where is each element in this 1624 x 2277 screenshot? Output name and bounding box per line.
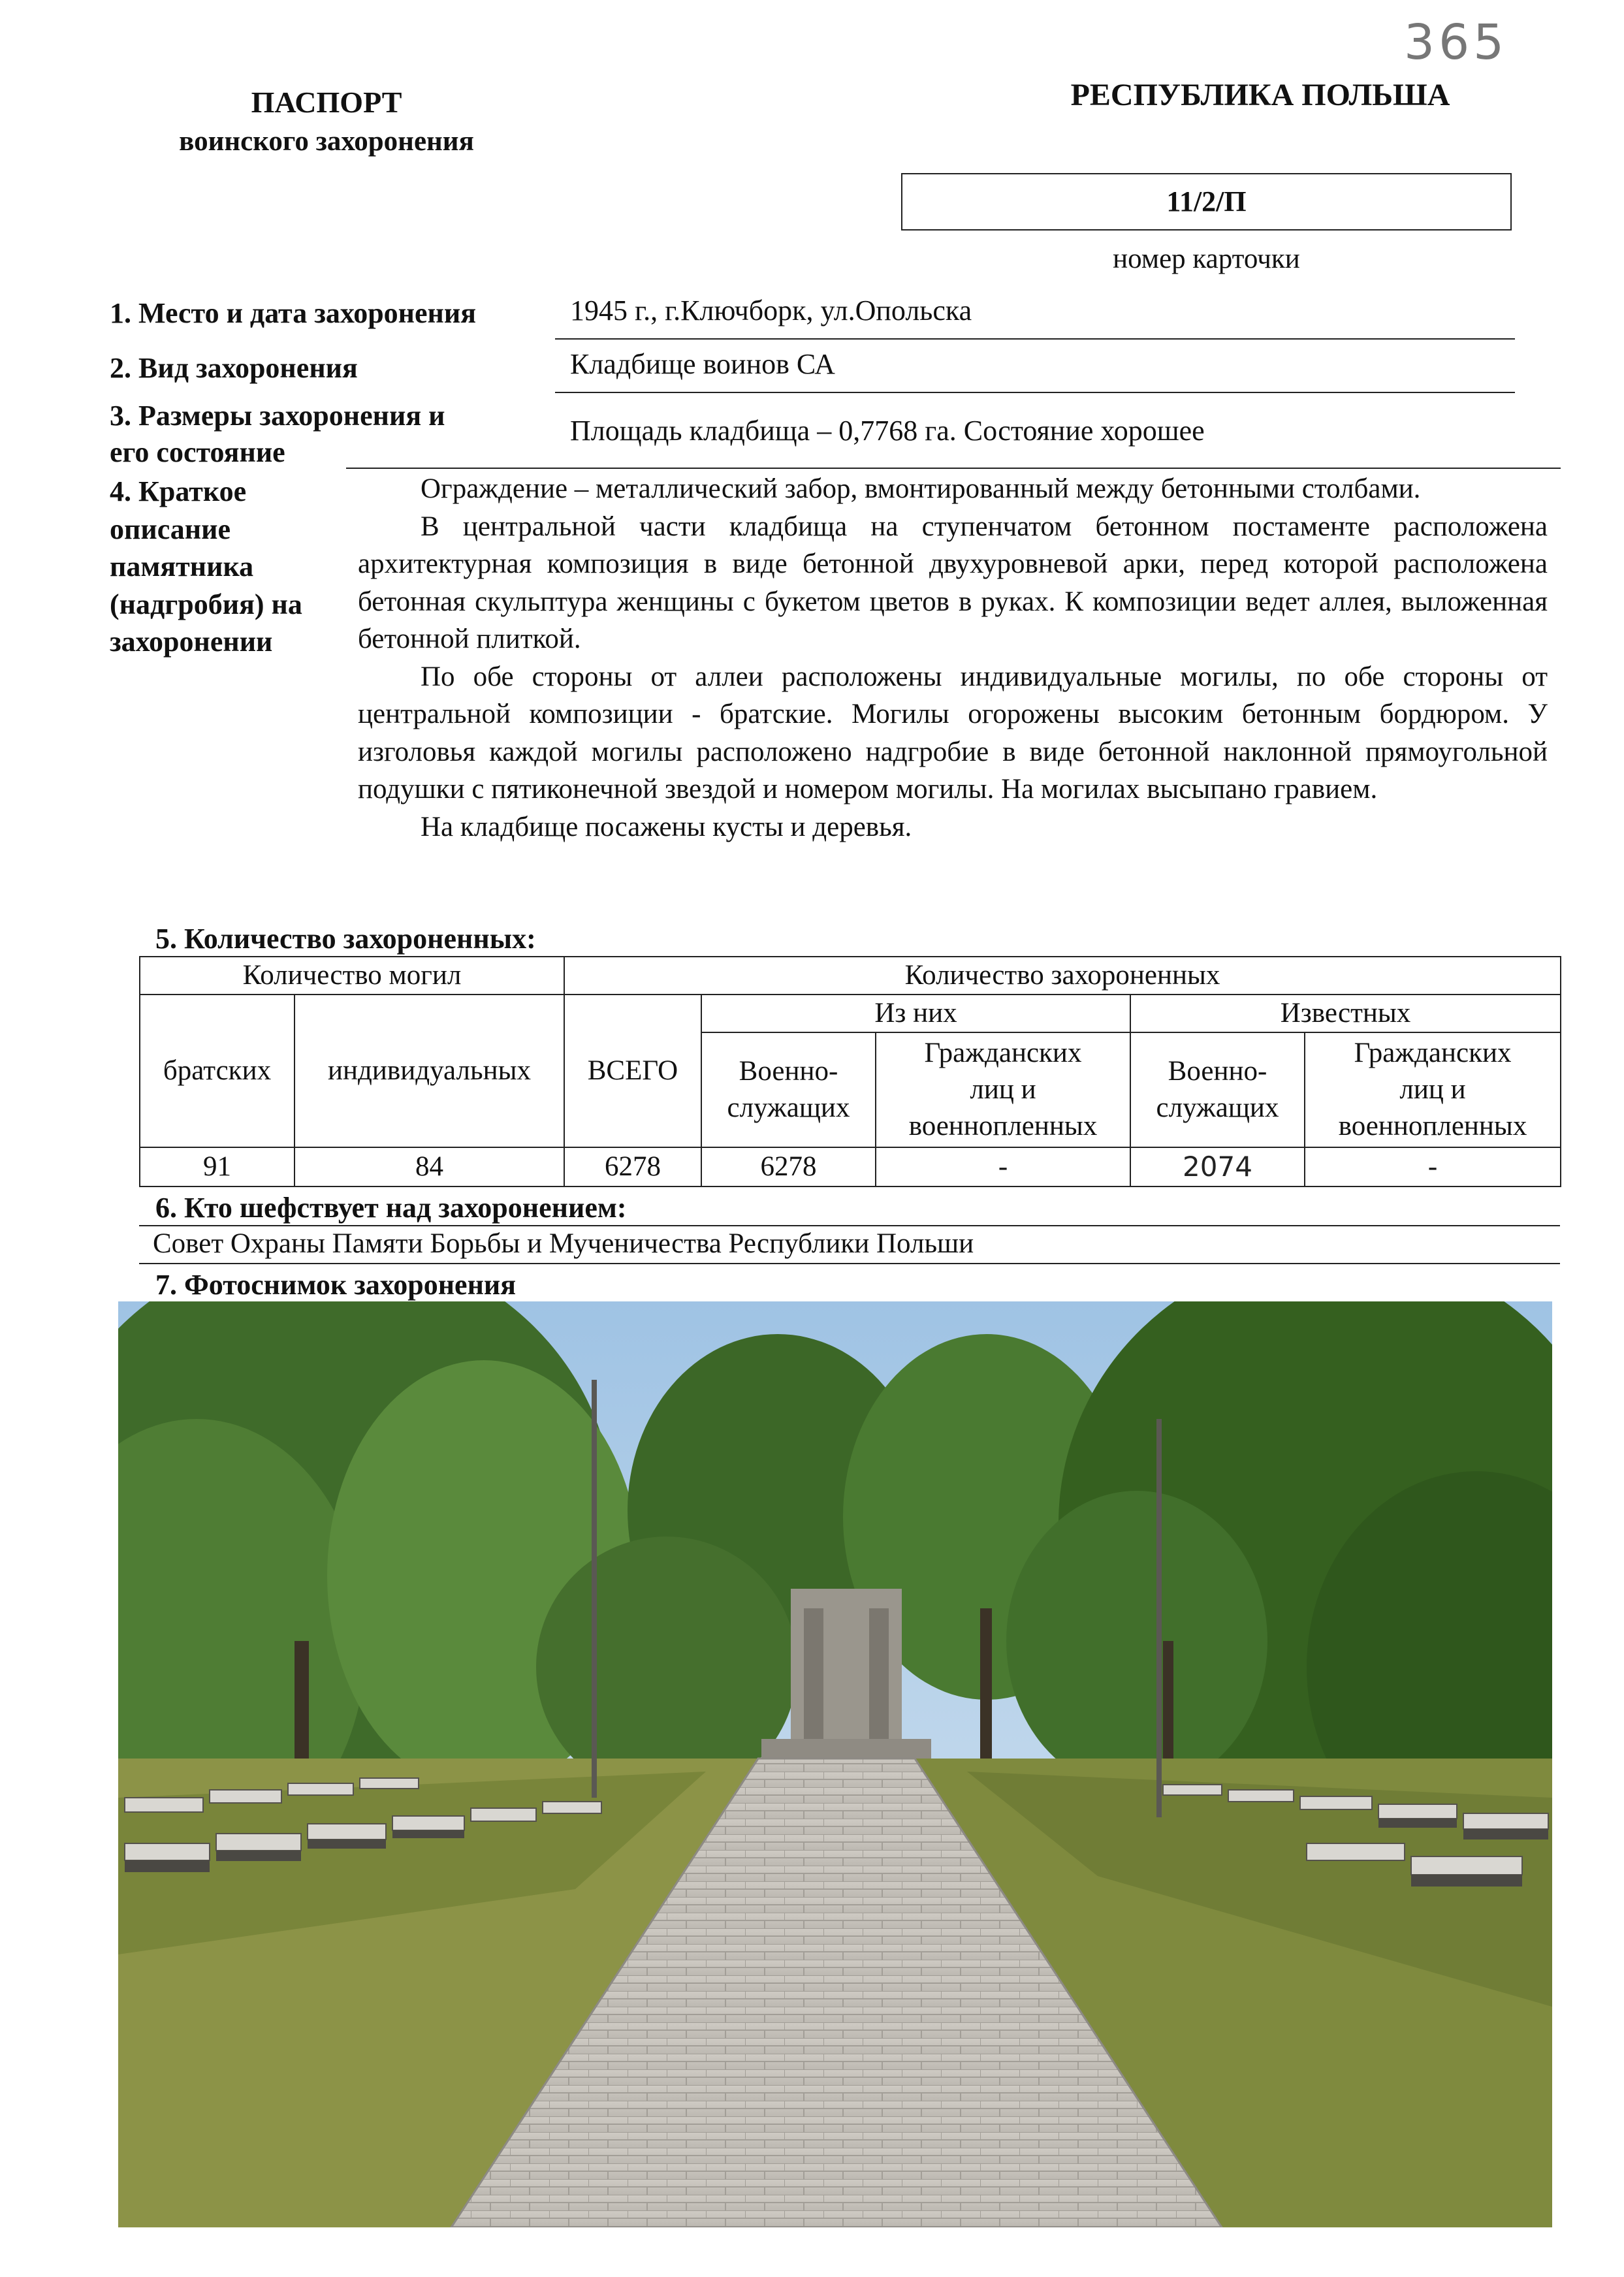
graves-count-header: Количество могил: [140, 957, 564, 995]
known-civil-header-line: Гражданских: [1354, 1038, 1512, 1068]
place-date-underline: [555, 338, 1515, 340]
cemetery-photo-illustration: [118, 1301, 1552, 2227]
description-label-line: захоронении: [110, 626, 273, 658]
size-state-value: Площадь кладбища – 0,7768 га. Состояние хорошее: [570, 415, 1205, 447]
burials-count-table: [139, 956, 1561, 1187]
total-header: ВСЕГО: [564, 995, 701, 1147]
page-number-mark: 365: [1404, 14, 1508, 71]
total-value: 6278: [564, 1147, 701, 1186]
description-paragraph: Ограждение – металлический забор, вмонтированный между бетонными столбами.: [421, 473, 1421, 504]
description-label-line: описание: [110, 513, 231, 545]
counts-section-title: 5. Количество захороненных:: [155, 923, 536, 955]
patron-bottom-line: [139, 1263, 1560, 1264]
civil-header-line: Гражданских: [924, 1038, 1082, 1068]
military-header: [701, 1032, 876, 1147]
description-label-line: 4. Краткое: [110, 475, 247, 507]
cemetery-photo: [118, 1301, 1552, 2227]
known-header: Известных: [1130, 995, 1561, 1032]
buried-count-header: Количество захороненных: [564, 957, 1561, 995]
description-paragraph: По обе стороны от аллеи расположены индивидуальные могилы, по обе стороны от центральной композиции - братские. Могилы огорожены высоким бетонным бордюром. У изголовья каждой могилы расположено надгробие в виде бетонной наклонной прямоугольной подушки с пятиконечной звездой и номером могилы. На могилах высыпано гравием.: [358, 661, 1548, 804]
individual-graves-value: 84: [295, 1147, 564, 1186]
photo-section-title: 7. Фотоснимок захоронения: [155, 1269, 517, 1301]
passport-subtitle: воинского захоронения: [179, 126, 474, 157]
civil-value: -: [876, 1147, 1130, 1186]
description-paragraph: В центральной части кладбища на ступенчатом бетонном постаменте расположена архитектурная композиция в виде бетонной двухуровневой арки, перед которой расположена бетонная скульптура женщины с букетом цветов в руках. К композиции ведет аллея, выложенная бетонной плиткой.: [358, 511, 1548, 654]
size-state-label-line1: 3. Размеры захоронения и: [110, 400, 445, 432]
known-civil-header: [1305, 1032, 1561, 1147]
description-label-line: (надгробия) на: [110, 588, 302, 620]
country-title: РЕСПУБЛИКА ПОЛЬША: [1070, 78, 1450, 112]
civil-header-line: военнопленных: [908, 1111, 1098, 1141]
mass-graves-value: 91: [140, 1147, 295, 1186]
description-paragraph: На кладбище посажены кусты и деревья.: [421, 811, 912, 842]
known-civil-value: -: [1305, 1147, 1561, 1186]
card-number-box: [901, 173, 1512, 231]
patron-value: Совет Охраны Памяти Борьбы и Мученичества Республики Польши: [153, 1228, 974, 1259]
size-state-underline: [346, 468, 1561, 469]
size-state-label-line2: его состояние: [110, 436, 285, 468]
burial-type-underline: [555, 392, 1515, 393]
description-text: [358, 470, 1548, 846]
military-value: 6278: [701, 1147, 876, 1186]
passport-title: ПАСПОРТ: [251, 86, 402, 119]
military-header-line: Военно-: [739, 1056, 838, 1087]
description-label-line: памятника: [110, 550, 254, 582]
mass-graves-header: братских: [140, 995, 295, 1147]
known-military-value: 2074: [1130, 1147, 1305, 1186]
patron-section-title: 6. Кто шефствует над захоронением:: [155, 1192, 627, 1224]
civil-header-line: лиц и: [970, 1074, 1036, 1105]
place-date-value: 1945 г., г.Ключборк, ул.Опольска: [570, 295, 972, 326]
burial-type-label: 2. Вид захоронения: [110, 352, 358, 384]
military-header-line: служащих: [727, 1092, 850, 1123]
place-date-label: 1. Место и дата захоронения: [110, 297, 477, 329]
known-civil-header-line: военнопленных: [1338, 1111, 1527, 1141]
of-them-header: Из них: [701, 995, 1130, 1032]
card-number-label: номер карточки: [1113, 244, 1300, 274]
known-civil-header-line: лиц и: [1399, 1074, 1466, 1105]
description-label: [110, 473, 302, 661]
known-military-header-line: служащих: [1156, 1092, 1279, 1123]
known-military-header: [1130, 1032, 1305, 1147]
known-military-header-line: Военно-: [1168, 1056, 1267, 1087]
patron-top-line: [139, 1225, 1560, 1226]
civil-header: [876, 1032, 1130, 1147]
card-number: 11/2/П: [1166, 185, 1247, 217]
individual-graves-header: индивидуальных: [295, 995, 564, 1147]
burial-type-value: Кладбище воинов СА: [570, 348, 835, 380]
